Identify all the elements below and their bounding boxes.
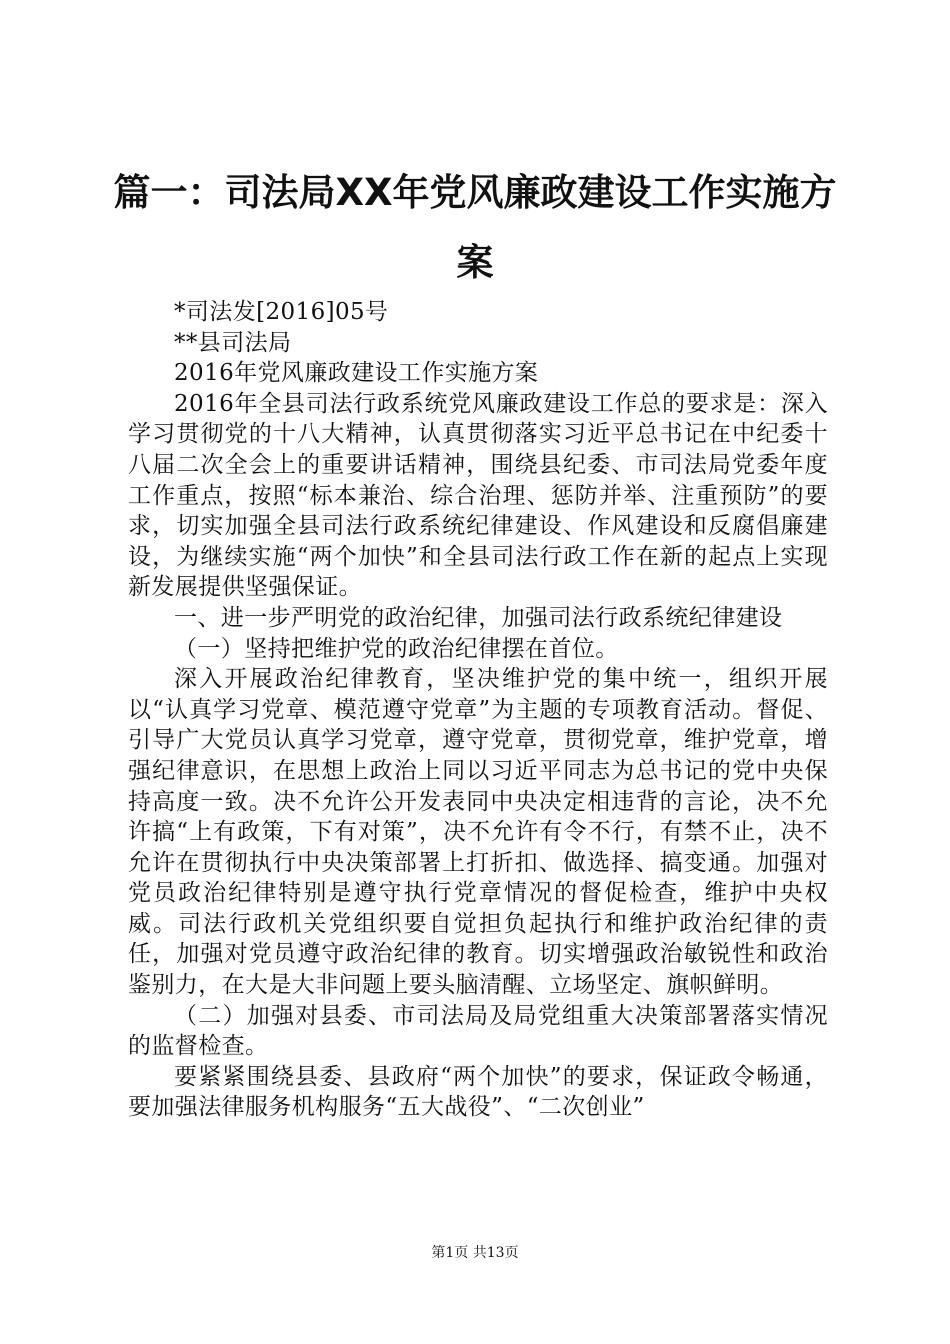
plan-title-line: 2016年党风廉政建设工作实施方案 [174,360,539,387]
section-heading-1: 一、进一步严明党的政治纪律，加强司法行政系统纪律建设 [174,604,783,631]
paragraph-political-discipline: 深入开展政治纪律教育，坚决维护党的集中统一，组织开展以“认真学习党章、模范遵守党章”为主题的专项教育活动。督促、引导广大党员认真学习党章，遵守党章，贯彻党章，维护党章，增强纪律意识，在思想上政治上同以习近平同志为总书记的党中央保持高度一致。决不允许公开发表同中央决定相违背的言论，决不允许搞“上有政策，下有对策”，决不允许有令不行，有禁不止，决不允许在贯彻执行中央决策部署上打折扣、做选择、搞变通。加强对党员政治纪律特别是遵守执行党章情况的督促检查，维护中央权威。司法行政机关党组织要自觉担负起执行和维护政治纪律的责任，加强对党员遵守政治纪律的教育。切实增强政治敏锐性和政治鉴别力，在大是大非问题上要头脑清醒、立场坚定、旗帜鲜明。 [128,666,828,999]
page-footer: 第1页 共13页 [431,1245,519,1261]
document-title: 篇一：司法局XX年党风廉政建设工作实施方案 [113,171,837,284]
doc-number: *司法发[2016]05号 [174,299,389,325]
paragraph-overall-requirements: 2016年全县司法行政系统党风廉政建设工作总的要求是：深入学习贯彻党的十八大精神，认真贯彻落实习近平总书记在中纪委十八届二次全会上的重要讲话精神，围绕县纪委、市司法局党委年度工作重点，按照“标本兼治、综合治理、惩防并举、注重预防”的要求，切实加强全县司法行政系统纪律建设、作风建设和反腐倡廉建设，为继续实施“两个加快”和全县司法行政工作在新的起点上实现新发展提供坚强保证。 [128,390,828,601]
issuer-line: **县司法局 [174,329,292,356]
subsection-heading-2: （二）加强对县委、市司法局及局党组重大决策部署落实情况的监督检查。 [128,1002,828,1060]
subsection-heading-1: （一）坚持把维护党的政治纪律摆在首位。 [174,635,619,662]
paragraph-supervision: 要紧紧围绕县委、县政府“两个加快”的要求，保证政令畅通，要加强法律服务机构服务“五大战役”、“二次创业” [128,1063,828,1121]
document-body [128,297,828,1123]
